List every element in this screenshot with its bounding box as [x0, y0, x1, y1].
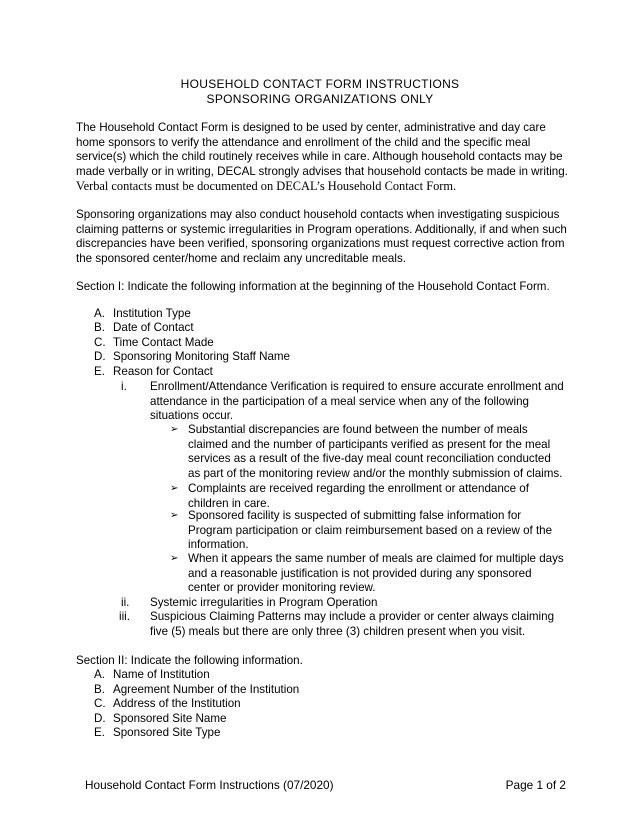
- section-1-item: [94, 350, 290, 365]
- bullet-text: Sponsored facility is suspected of submitting false information for Program participation or claim reimbursement based on a review of the information.: [188, 509, 553, 552]
- section-1-item: [94, 307, 191, 322]
- bullet-text: Substantial discrepancies are found between the number of meals claimed and the number of participants verified as present for the meal services as a result of the five-day meal count reconciliation conducted as part of the monitoring review and/or the monthly submission of claims.: [188, 423, 563, 480]
- section-2-item: [94, 697, 241, 712]
- intro-paragraph-1: [76, 121, 576, 195]
- intro-paragraph-1-serif-text: Verbal contacts must be documented on DECAL’s Household Contact Form.: [76, 179, 457, 194]
- item-text: Agreement Number of the Institution: [113, 683, 300, 696]
- section-2-item: [94, 712, 226, 727]
- item-marker: A.: [94, 307, 105, 320]
- bullet-text: Complaints are received regarding the enrollment or attendance of children in care.: [188, 482, 529, 510]
- roman-marker: i.: [121, 380, 127, 393]
- item-text: Institution Type: [113, 307, 191, 320]
- arrow-bullet-icon: ➢: [170, 510, 179, 521]
- roman-marker: iii.: [119, 610, 130, 623]
- section-2-item: [94, 683, 299, 698]
- item-text: Date of Contact: [113, 321, 194, 334]
- intro-paragraph-2: Sponsoring organizations may also conduct household contacts when investigating suspicious claiming patterns or systemic irregularities in Program operations. Additionally, if and when such discrepancies have been verified, sponsoring organizations must request corrective action from the sponsored center/home and reclaim any uncreditable meals.: [76, 208, 567, 265]
- item-text: Address of the Institution: [113, 697, 241, 710]
- item-marker: C.: [94, 697, 106, 710]
- item-text: Reason for Contact: [113, 365, 213, 378]
- item-text: Time Contact Made: [113, 336, 214, 349]
- item-text: Name of Institution: [113, 668, 210, 681]
- roman-text: Systemic irregularities in Program Operation: [150, 596, 378, 609]
- roman-item: [121, 380, 564, 424]
- roman-item: [121, 596, 564, 611]
- item-marker: B.: [94, 683, 105, 696]
- footer-page-number: Page 1 of 2: [505, 778, 566, 792]
- title-line-1: HOUSEHOLD CONTACT FORM INSTRUCTIONS: [180, 77, 460, 91]
- section-1-item: [94, 336, 214, 351]
- item-marker: C.: [94, 336, 106, 349]
- arrow-bullet-icon: ➢: [170, 483, 179, 494]
- document-title: [0, 77, 640, 107]
- arrow-bullet-icon: ➢: [170, 424, 179, 435]
- bullet-item: [170, 509, 564, 553]
- section-2-item: [94, 726, 220, 741]
- roman-text: Enrollment/Attendance Verification is required to ensure accurate enrollment and attendance in the participation of a meal service when any of the following situations occur.: [150, 380, 564, 423]
- item-marker: E.: [94, 365, 105, 378]
- item-text: Sponsored Site Type: [113, 726, 221, 739]
- footer-title: Household Contact Form Instructions (07/2020): [85, 778, 334, 792]
- item-marker: A.: [94, 668, 105, 681]
- title-line-2: SPONSORING ORGANIZATIONS ONLY: [206, 91, 434, 106]
- intro-paragraph-1-text: The Household Contact Form is designed to be used by center, administrative and day care home sponsors to verify the attendance and enrollment of the child and the specific meal service(s) which the child routinely receives while in care. Although household contacts may be made verbally or in writing, DECAL strongly advises that household contacts be made in writing.: [76, 121, 568, 178]
- roman-item: [119, 610, 564, 639]
- item-text: Sponsored Site Name: [113, 712, 227, 725]
- roman-text: Suspicious Claiming Patterns may include a provider or center always claiming five (5) meals but there are only three (3) children present when you visit.: [150, 610, 555, 638]
- section-2-item: [94, 668, 210, 683]
- item-marker: B.: [94, 321, 105, 334]
- item-marker: D.: [94, 350, 106, 363]
- roman-marker: ii.: [121, 596, 130, 609]
- section-1-heading: Section I: Indicate the following information at the beginning of the Household Contact Form.: [76, 280, 550, 293]
- section-1-item: [94, 321, 194, 336]
- section-2-heading: Section II: Indicate the following information.: [76, 654, 303, 667]
- bullet-item: [170, 423, 564, 481]
- item-marker: D.: [94, 712, 106, 725]
- bullet-item: [170, 552, 564, 596]
- bullet-item: [170, 482, 564, 511]
- bullet-text: When it appears the same number of meals are claimed for multiple days and a reasonable justification is not provided during any sponsored center or provider monitoring review.: [188, 552, 564, 595]
- section-1-item: [94, 365, 213, 380]
- item-text: Sponsoring Monitoring Staff Name: [113, 350, 291, 363]
- arrow-bullet-icon: ➢: [170, 553, 179, 564]
- item-marker: E.: [94, 726, 105, 739]
